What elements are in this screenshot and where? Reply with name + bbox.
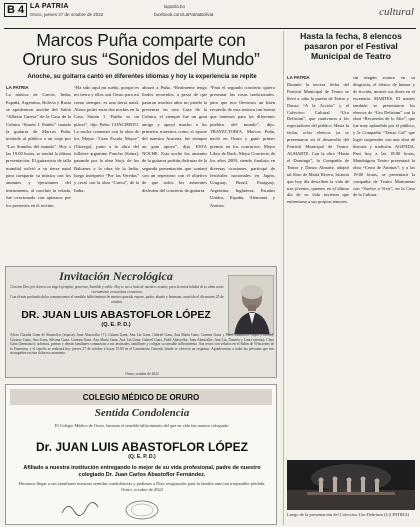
obituary-footer: Oruro, octubre de 2022	[125, 372, 159, 376]
right-article-column-1	[287, 75, 349, 471]
medical-college-header	[10, 389, 272, 405]
photo-caption: Luego de la presentación del Colectivo Uru Delirium (LA PATRIA)	[287, 512, 410, 517]
main-article-credit: LA PATRIA	[6, 85, 29, 90]
condolence-title: Sentida Condolencia	[94, 407, 190, 419]
obituary-notice	[5, 266, 277, 378]
medical-college-name: COLEGIO MÉDICO DE ORURO	[82, 393, 200, 402]
right-article-body	[287, 75, 417, 471]
condolence-signoff: Hacemos llegar a sus familiares nuestras sentidas condolencias y pedimos a Dios resignación para la familia ante tan irreparable pérdida. Oruro, octubre de 2022	[18, 481, 266, 492]
theater-performance-photo	[287, 460, 415, 510]
signature-mark	[58, 497, 108, 519]
obituary-portrait-photo	[228, 275, 274, 335]
condolence-qepd: (Q. E. P. D.)	[128, 454, 156, 460]
page-section-box: B 4	[4, 3, 27, 17]
publication-date: Oruro, jueves 27 de octubre de 2022	[30, 12, 104, 17]
official-seal	[102, 499, 182, 521]
main-article-column-1	[6, 84, 71, 262]
page-header	[4, 3, 416, 29]
main-article-column-4	[210, 84, 275, 262]
main-subheadline: Anoche, su guitarra cantó en diferentes idiomas y hoy la experiencia se repite	[27, 73, 257, 80]
main-article-col2-text: “Ha sido aquí mi sueño, porque es mi tierra y ellos son Oruro para mi como siempre, es una tierra natal. Ahora poder estar dos noches en la Casa Simón I. Patiño es un placer”, dijo Puña. CONCIERTO. La noche comenzó con la obra de los Mayas “Gran Escala Mayor” (Tárrega), junto a la obra del folklore argentino Poncho (Sainz), pasando por la obra Stoji, de los Balcanes y la obra de la India, luego interpretó “Por las Veredas” y cerró con la obra “Cueca”, de la India.	[74, 85, 139, 193]
condolence-name: Dr. JUAN LUIS ABASTOFLOR LÓPEZ	[35, 440, 248, 454]
obituary-qepd: (Q. E. P. D.)	[101, 322, 131, 328]
right-article-col1-text: Durante la tercera fecha del Festival Municipal de Teatro se llevó a cabo la puesta de Teatro y Danza “A la Acción” y el Colectivo Cultural “Uru Delirium”, que cautivaron a los espectadores del público. Hasta la fecha, ocho elencos ya se presentaron en el desarrollo del Festival Municipal de Teatro. ALMARTE. Con la obra “Hasta el Domingo”, la Compañía de Teatro y Danza Almarte, adaptó tal libro de María Rivera, historia que hoy día describen la vida de tres jóvenes, quienes en el último día de su vida tuvieron que enfrentarse a sus propios temores.	[287, 81, 349, 205]
medical-college-condolence	[5, 384, 277, 525]
obituary-family-list: Alicia Claudia Ganz de Abastoflor (esposa); Juan Abastoflor (†); Liliana Ganz, Ana Lía Ganz, Gabriel Ganz, Ana María Ganz, Carmen Ganz y Fidel Abastoflor (hijos y nietos); Gustavo Ganz, Ana Ganz, Silvana Ganz, Carmen Ganz, Ana María Ganz, Ana Lía Ganz; Gabriel Ganz, Fidel Abastoflor, Juan Abastoflor; Ana Lía, Daniela y Laura (nietas), Clara Ganz (hermanos); sobrinos, primos y demás familiares comunican a sus amistades, familiares y colegas su sensible fallecimiento. Sus restos son velados en el Salón de Velaciones de la Funeraria, y el sepelio se realizará hoy jueves 27 de octubre a horas 15:00 en el Cementerio General, donde se ofrecerá un responso. Agradecemos a todas las personas que nos acompañen en este doloroso momento.	[10, 333, 274, 356]
main-article-column-2	[74, 84, 139, 262]
right-article-headline: Hasta la fecha, 8 elencos pasaron por el Festival Municipal de Teatro	[300, 31, 402, 62]
facebook-url: facebook.com/LaPatriaBolivia	[154, 12, 214, 17]
main-article-col4-text: “Para el segundo concierto quiero presentar las cosas tradicionales, para que nos llevemos un buen recuerdo de esta música tan bonita que tenemos para los diferentes pueblos del mundo”, dijo. TRAYECTORIA. Marcos Puña, nació en Oruro y ganó primer premio en los concursos: Mejor Libro de Bach, Mejor Concierto de los años 2009, siendo finalista en diversas ocasiones, participó de festivales nacionales en Japón, Uruguay, Brasil, Paraguay, Argentina, Inglaterra, Estados Unidos, España, Alemania y Austria.	[210, 85, 275, 208]
condolence-bold-text: Afiliado a nuestra institución entregando lo mejor de su vida profesional, padre de nuestro colegiado Dr. Juan Carlos Abastoflor Fernández.	[23, 465, 261, 478]
newspaper-logo: LA PATRIA	[30, 3, 69, 10]
condolence-text: El Colegio Médico de Oruro, lamenta el sensible fallecimiento del que en vida fue nuestro colegiado:	[54, 423, 230, 428]
obituary-title: Invitación Necrológica	[59, 269, 173, 283]
website-url: lapatria.bo	[164, 4, 186, 9]
main-headline-line2: Oruro sus “Sonidos del Mundo”	[22, 49, 260, 69]
main-article-col3-text: abrazó a Puña. “Realmente tengo lindos recuerdos, a pesar de que pasaron muchos años no pierdo la presencia en esta Casa de la Cultura, el siempre fue un gran amigo y apoyó mucho a los primeros maestros como el aporte del maestro Aracena, fue siempre un gran apoyo”, dijo. ESTA NOCHE. Esta noche los amantes de la guitarra podrán disfrutar de la segunda presentación que contará con un repertorio con el objetivo de que todos los asistentes disfruten del concierto de guitarra.	[142, 85, 207, 193]
obituary-note: Con el más profundo dolor comunicamos el sensible fallecimiento de nuestro querido esposo, padre, abuelo y hermano, acaecido el día martes 25 de octubre.	[10, 295, 224, 304]
main-article-body	[6, 84, 276, 262]
section-name: cultural	[379, 6, 414, 18]
main-headline	[8, 31, 274, 69]
main-article-col1-text: La música de Grecia, India, España, Argentina, Bolivia y Rusia se apoderaron anoche del Salón “Alberto Guerra” de la Casa de la Cultura “Simón I. Patiño” cuando la guitarra de Marcos Puña, invitado al público a un viaje por “Los Sonidos del mundo”. Hoy a las 19:00 horas, se tendrá la última presentación. El guitarrista de talla mundial volvió a su tierra natal para compartir su música con los amantes y ejecutantes del instrumento, al concluir la velada, fue ovacionado con aplausos por los presentes en el recinto.	[6, 92, 71, 208]
obituary-name: DR. JUAN LUIS ABASTOFLOR LÓPEZ	[21, 309, 211, 321]
main-article-column-3	[142, 84, 207, 262]
right-article-col2-text: sin ningún avance en su desgracia, el elenco de humor y de ficción, mostró sus dotes en el escenario. MARTES. El martes también se presentaron los elencos de “Uru Delirium” con la obra “Recuerdos de lo Alto”, que fue muy aplaudida por el público, y la Compañía “Teatro Cal” que logró sorprender con una obra de historia y tradición. AGENDA. Para hoy a las 18:00 horas, Mandrágora Teatro presentará la obra “Cerro de Animas”; y a las 19:00 horas, se presentará la compañía de Teatro Marionetas con “Vuelve a Vivir”, en la Casa de la Cultura.	[353, 75, 415, 198]
main-headline-line1: Marcos Puña comparte con	[36, 30, 246, 50]
right-article	[283, 31, 416, 525]
right-article-credit: LA PATRIA	[287, 75, 310, 80]
obituary-lead: Gracias Dios por darnos un ángel ejemplar, generoso, humilde y noble. Hoy te vas a lado de nuestro creador, para la inmortalidad de tu alma serás eternamente en nuestros corazones.	[10, 285, 224, 294]
right-article-column-2	[353, 75, 415, 471]
